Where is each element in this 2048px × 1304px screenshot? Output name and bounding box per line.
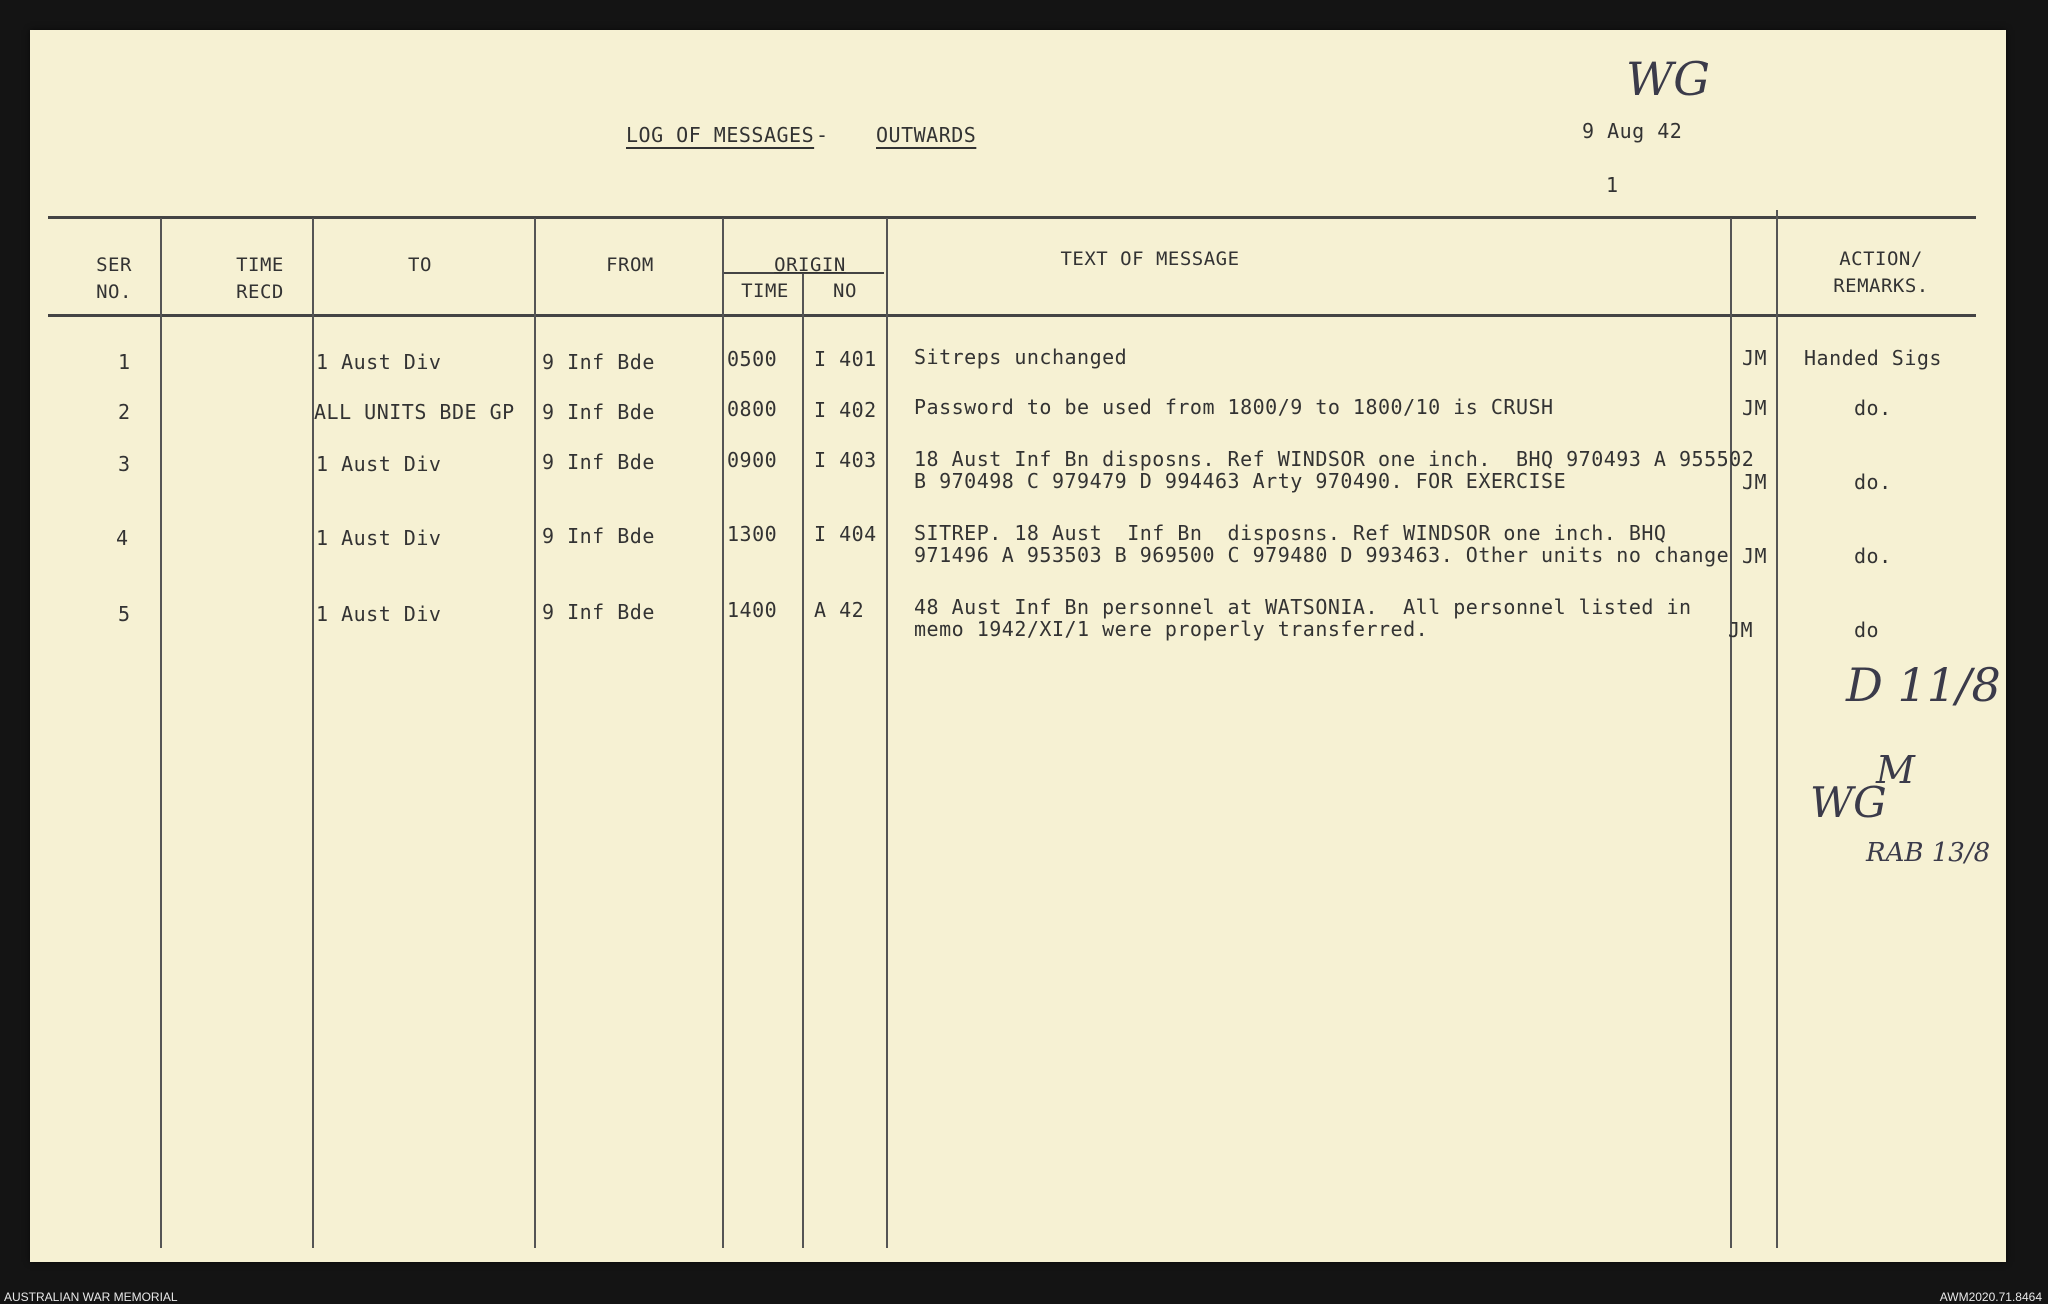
footer-source: AUSTRALIAN WAR MEMORIAL bbox=[4, 1290, 178, 1304]
header-origin-time: TIME bbox=[741, 280, 789, 302]
column-divider bbox=[1730, 218, 1732, 1248]
log-subtitle: OUTWARDS bbox=[876, 123, 977, 147]
footer-accession-number: AWM2020.71.8464 bbox=[1939, 1290, 2042, 1304]
row-5-action: do bbox=[1854, 618, 1880, 642]
row-5-ser: 5 bbox=[118, 602, 131, 626]
header-action-remarks: ACTION/ REMARKS. bbox=[1833, 248, 1929, 297]
row-4-from: 9 Inf Bde bbox=[542, 524, 655, 548]
row-1-ser: 1 bbox=[118, 350, 131, 374]
row-1-initials: JM bbox=[1742, 346, 1768, 370]
row-2-ser: 2 bbox=[118, 400, 131, 424]
header-text-of-message: TEXT OF MESSAGE bbox=[1060, 248, 1240, 270]
row-5-origin-time: 1400 bbox=[727, 598, 778, 622]
row-2-origin-time: 0800 bbox=[727, 397, 778, 421]
row-5-from: 9 Inf Bde bbox=[542, 600, 655, 624]
row-2-origin-no: I 402 bbox=[814, 398, 877, 422]
row-4-to: 1 Aust Div bbox=[316, 526, 442, 550]
row-2-to: ALL UNITS BDE GP bbox=[314, 400, 515, 424]
initials-signature: WG bbox=[1626, 52, 1711, 106]
row-2-initials: JM bbox=[1742, 396, 1768, 420]
column-divider bbox=[1776, 210, 1778, 1248]
log-title: LOG OF MESSAGES bbox=[626, 123, 815, 147]
row-1-origin-time: 0500 bbox=[727, 347, 778, 371]
row-3-to: 1 Aust Div bbox=[316, 452, 442, 476]
row-2-message: Password to be used from 1800/9 to 1800/10 is CRUSH bbox=[914, 395, 1554, 419]
row-4-origin-no: I 404 bbox=[814, 522, 877, 546]
column-divider bbox=[534, 218, 536, 1248]
column-divider bbox=[160, 218, 162, 1248]
handwritten-mark: M bbox=[1876, 748, 1915, 792]
header-from: FROM bbox=[606, 254, 654, 276]
row-3-initials: JM bbox=[1742, 470, 1768, 494]
handwritten-initials-date: D 11/8 bbox=[1846, 658, 2001, 712]
row-4-message: SITREP. 18 Aust Inf Bn disposns. Ref WINDSOR one inch. BHQ 971496 A 953503 B 969500 C 979480 D 993463. Other units no change bbox=[914, 521, 1730, 567]
row-5-origin-no: A 42 bbox=[814, 598, 865, 622]
handwritten-initials: WG bbox=[1810, 778, 1887, 827]
row-3-ser: 3 bbox=[118, 452, 131, 476]
column-divider bbox=[886, 218, 888, 1248]
row-1-from: 9 Inf Bde bbox=[542, 350, 655, 374]
row-3-action: do. bbox=[1854, 470, 1892, 494]
title-dash: - bbox=[816, 123, 829, 147]
row-4-initials: JM bbox=[1742, 544, 1768, 568]
row-2-from: 9 Inf Bde bbox=[542, 400, 655, 424]
row-2-action: do. bbox=[1854, 396, 1892, 420]
row-4-ser: 4 bbox=[116, 526, 129, 550]
header-origin-no: NO bbox=[833, 280, 857, 302]
log-date: 9 Aug 42 bbox=[1582, 119, 1683, 143]
row-5-to: 1 Aust Div bbox=[316, 602, 442, 626]
header-origin: ORIGIN bbox=[774, 254, 846, 276]
header-bottom-rule bbox=[48, 314, 1976, 317]
row-1-origin-no: I 401 bbox=[814, 347, 877, 371]
page-number: 1 bbox=[1606, 173, 1619, 197]
row-4-action: do. bbox=[1854, 544, 1892, 568]
row-4-origin-time: 1300 bbox=[727, 522, 778, 546]
row-5-message: 48 Aust Inf Bn personnel at WATSONIA. All personnel listed in memo 1942/XI/1 were properly transferred. bbox=[914, 595, 1692, 641]
column-divider bbox=[722, 218, 724, 1248]
header-ser-no: SER NO. bbox=[96, 254, 132, 303]
row-3-origin-time: 0900 bbox=[727, 448, 778, 472]
row-1-message: Sitreps unchanged bbox=[914, 345, 1128, 369]
header-to: TO bbox=[408, 254, 432, 276]
row-1-action: Handed Sigs bbox=[1804, 346, 1942, 370]
row-3-from: 9 Inf Bde bbox=[542, 450, 655, 474]
handwritten-initials-date: RAB 13/8 bbox=[1866, 838, 1991, 868]
column-divider bbox=[802, 274, 804, 1248]
row-3-message: 18 Aust Inf Bn disposns. Ref WINDSOR one inch. BHQ 970493 A 955502 B 970498 C 979479 D 994463 Arty 970490. FOR EXERCISE bbox=[914, 447, 1755, 493]
document-page bbox=[30, 30, 2006, 1262]
table-top-rule bbox=[48, 216, 1976, 219]
row-5-initials: JM bbox=[1728, 618, 1754, 642]
row-1-to: 1 Aust Div bbox=[316, 350, 442, 374]
row-3-origin-no: I 403 bbox=[814, 448, 877, 472]
column-divider bbox=[312, 218, 314, 1248]
header-time-recd: TIME RECD bbox=[236, 254, 284, 303]
